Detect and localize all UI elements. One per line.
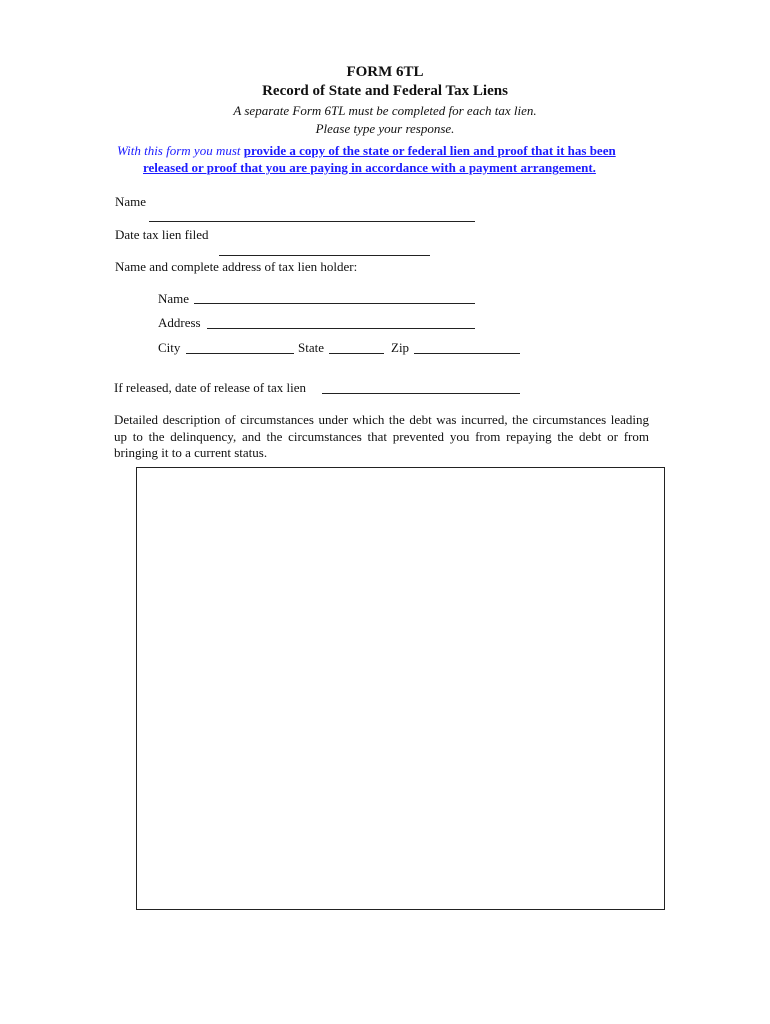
form-number: FORM 6TL bbox=[346, 64, 424, 80]
state-input-line[interactable] bbox=[329, 353, 384, 354]
release-date-input-line[interactable] bbox=[322, 393, 520, 394]
requirement-line-2 bbox=[143, 160, 596, 176]
requirement-prefix: With this form you must bbox=[117, 143, 244, 158]
zip-label: Zip bbox=[391, 340, 410, 355]
holder-heading: Name and complete address of tax lien holder: bbox=[115, 259, 358, 274]
holder-name-input-line[interactable] bbox=[194, 303, 475, 304]
holder-address-label: Address bbox=[158, 315, 201, 330]
description-response-box[interactable] bbox=[136, 467, 665, 910]
date-filed-label: Date tax lien filed bbox=[115, 227, 209, 242]
holder-address-input-line[interactable] bbox=[207, 328, 475, 329]
zip-input-line[interactable] bbox=[414, 353, 520, 354]
name-input-line[interactable] bbox=[149, 221, 475, 222]
holder-name-label: Name bbox=[158, 291, 190, 306]
city-input-line[interactable] bbox=[186, 353, 294, 354]
requirement-link-part2[interactable]: released or proof that you are paying in accordance with a payment arrangement. bbox=[143, 160, 596, 175]
requirement-line-1 bbox=[117, 143, 616, 159]
date-filed-input-line[interactable] bbox=[219, 255, 430, 256]
form-title: Record of State and Federal Tax Liens bbox=[262, 83, 508, 99]
state-label: State bbox=[298, 340, 324, 355]
name-label: Name bbox=[115, 194, 147, 209]
release-date-label: If released, date of release of tax lien bbox=[114, 380, 307, 395]
city-label: City bbox=[158, 340, 181, 355]
type-response-note: Please type your response. bbox=[315, 121, 455, 136]
description-instructions: Detailed description of circumstances under which the debt was incurred, the circumstances leading up to the delinquency, and the circumstances that prevented you from repaying the debt or from bringing it to a current status. bbox=[114, 412, 649, 460]
separate-form-note: A separate Form 6TL must be completed for each tax lien. bbox=[233, 103, 537, 118]
requirement-link-part1[interactable]: provide a copy of the state or federal lien and proof that it has been bbox=[243, 143, 616, 158]
